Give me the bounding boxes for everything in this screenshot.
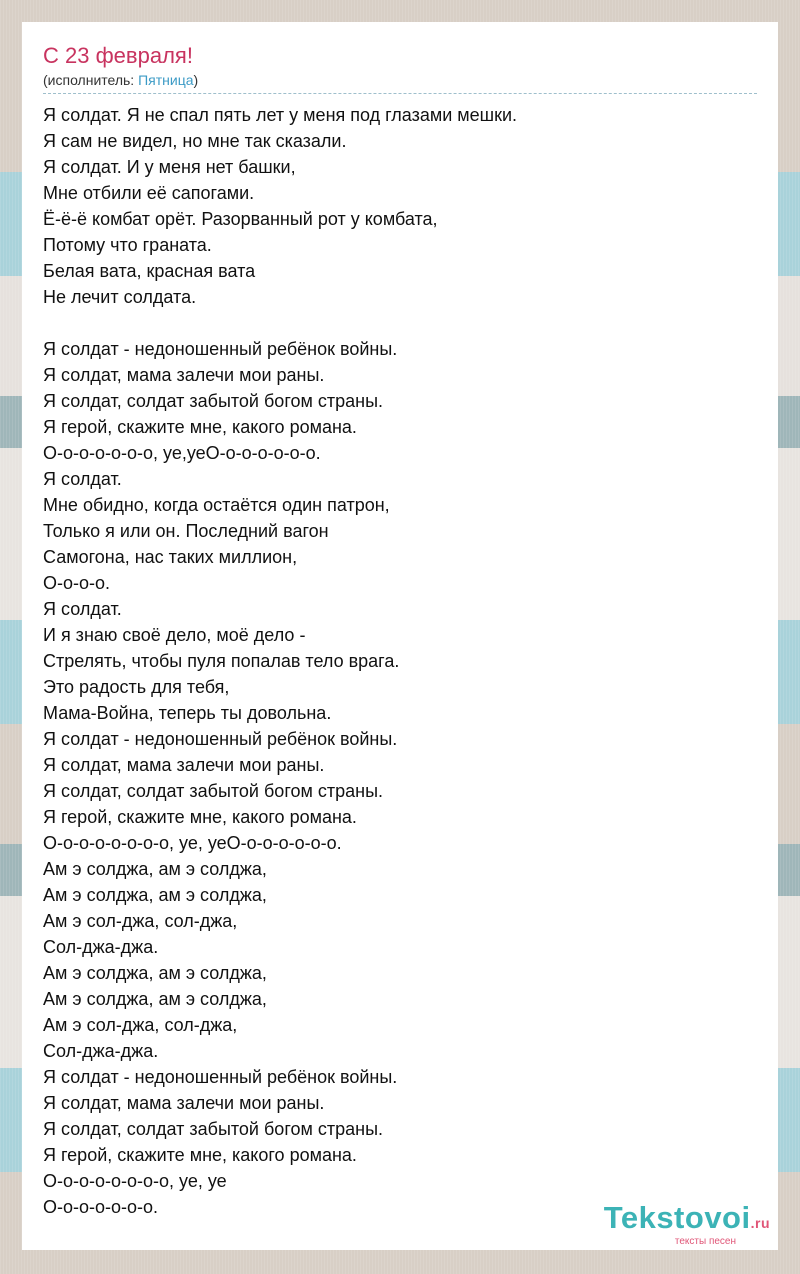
lyric-line: Я солдат, солдат забытой богом страны. — [43, 1119, 384, 1139]
artist-suffix: ) — [193, 72, 199, 88]
lyric-line: Я сам не видел, но мне так сказали. — [43, 131, 347, 151]
lyric-line: Ам э солджа, ам э солджа, — [43, 859, 267, 879]
logo-brand-name: Tekstovoi — [603, 1200, 751, 1235]
lyric-line: Я солдат, мама залечи мои раны. — [43, 365, 325, 385]
lyric-line: О-о-о-о-о-о-о-о, уе, уеО-о-о-о-о-о-о. — [43, 833, 342, 853]
lyric-line: Мне отбили её сапогами. — [43, 183, 255, 203]
lyric-line: Ам э солджа, ам э солджа, — [43, 989, 267, 1009]
lyric-line: Я солдат. Я не спал пять лет у меня под глазами мешки. — [43, 105, 518, 125]
lyric-line: Это радость для тебя, — [43, 677, 230, 697]
lyric-line: Мама-Война, теперь ты довольна. — [43, 703, 332, 723]
lyric-line: Я солдат, мама залечи мои раны. — [43, 1093, 325, 1113]
lyric-line: Потому что граната. — [43, 235, 212, 255]
artist-line — [43, 70, 757, 94]
lyric-line: Я герой, скажите мне, какого романа. — [43, 1145, 357, 1165]
lyric-line: Я солдат - недоношенный ребёнок войны. — [43, 1067, 398, 1087]
lyric-line: Я солдат - недоношенный ребёнок войны. — [43, 729, 398, 749]
lyric-line: Сол-джа-джа. — [43, 1041, 159, 1061]
lyric-line: О-о-о-о-о-о-о, уе,уеО-о-о-о-о-о-о. — [43, 443, 321, 463]
lyric-line: Я солдат. — [43, 469, 122, 489]
lyric-line: Мне обидно, когда остаётся один патрон, — [43, 495, 390, 515]
lyric-line: Не лечит солдата. — [43, 287, 197, 307]
artist-prefix: (исполнитель: — [43, 72, 139, 88]
lyric-line: Ё-ё-ё комбат орёт. Разорванный рот у комбата, — [43, 209, 438, 229]
lyric-line: О-о-о-о. — [43, 573, 111, 593]
lyric-line: Я солдат, мама залечи мои раны. — [43, 755, 325, 775]
lyric-blank-line — [43, 310, 757, 336]
song-title: С 23 февраля! — [43, 43, 193, 68]
lyric-line: Я солдат. И у меня нет башки, — [43, 157, 296, 177]
lyric-line: О-о-о-о-о-о-о. — [43, 1197, 159, 1217]
lyrics-text — [43, 102, 757, 1220]
logo-brand — [604, 1201, 770, 1240]
logo-tagline: тексты песен — [674, 1236, 736, 1247]
lyric-line: Я солдат. — [43, 599, 122, 619]
lyric-line: О-о-о-о-о-о-о-о, уе, уе — [43, 1171, 227, 1191]
artist-link[interactable]: Пятница — [138, 72, 194, 88]
lyric-line: Сол-джа-джа. — [43, 937, 159, 957]
lyric-line: Ам э сол-джа, сол-джа, — [43, 911, 238, 931]
lyric-line: Стрелять, чтобы пуля попалав тело врага. — [43, 651, 400, 671]
lyric-line: Я солдат - недоношенный ребёнок войны. — [43, 339, 398, 359]
lyric-line: Я герой, скажите мне, какого романа. — [43, 417, 357, 437]
lyrics-card — [22, 22, 778, 1250]
lyric-line: Только я или он. Последний вагон — [43, 521, 329, 541]
lyric-line: Ам э солджа, ам э солджа, — [43, 885, 267, 905]
lyric-line: Ам э сол-джа, сол-джа, — [43, 1015, 238, 1035]
logo-tld: .ru — [750, 1215, 770, 1231]
lyric-line: Ам э солджа, ам э солджа, — [43, 963, 267, 983]
lyric-line: Белая вата, красная вата — [43, 261, 256, 281]
site-logo[interactable] — [604, 1201, 770, 1248]
lyric-line: И я знаю своё дело, моё дело - — [43, 625, 306, 645]
lyric-line: Самогона, нас таких миллион, — [43, 547, 298, 567]
lyric-line: Я герой, скажите мне, какого романа. — [43, 807, 357, 827]
lyric-line: Я солдат, солдат забытой богом страны. — [43, 391, 384, 411]
lyric-line: Я солдат, солдат забытой богом страны. — [43, 781, 384, 801]
